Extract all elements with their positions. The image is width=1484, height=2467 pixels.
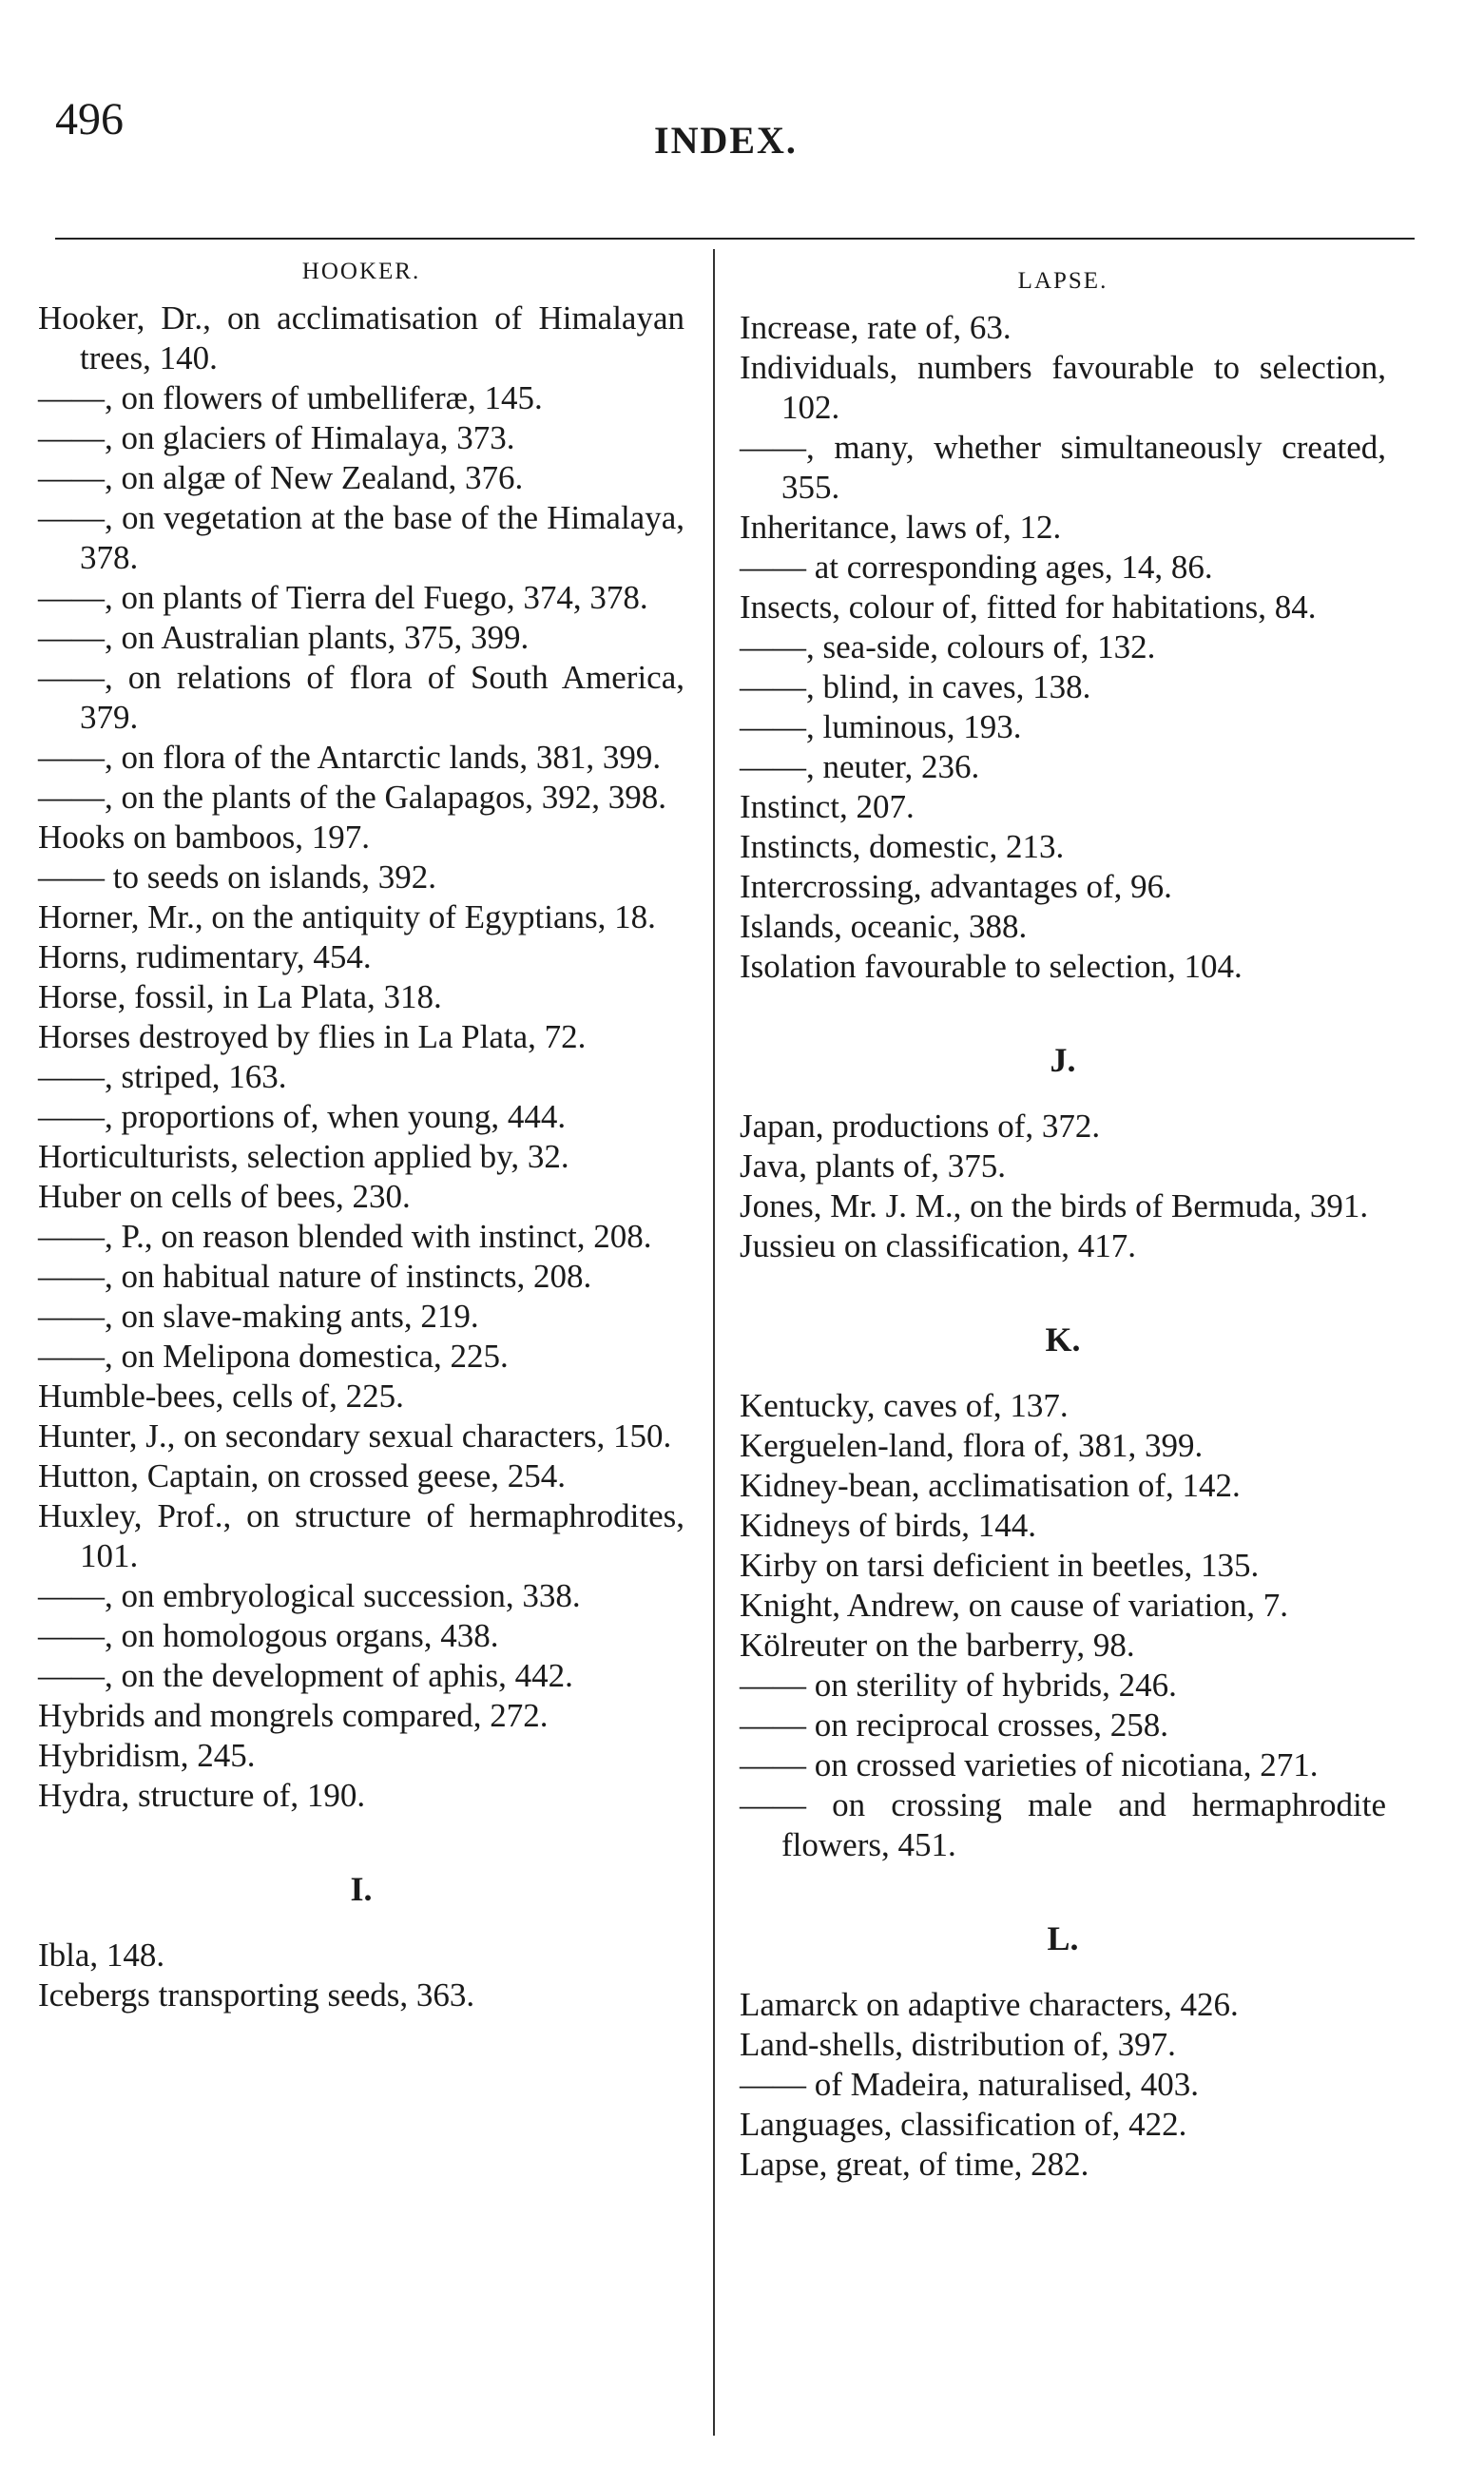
index-entry: Horns, rudimentary, 454. <box>38 938 372 975</box>
index-entry: ——, on the development of aphis, 442. <box>38 1657 573 1694</box>
index-entry: ——, proportions of, when young, 444. <box>38 1098 567 1135</box>
index-entry: Huxley, Prof., on structure of hermaphrodites, 101. <box>38 1497 684 1574</box>
index-entry: Horses destroyed by flies in La Plata, 72. <box>38 1018 587 1055</box>
section-letter-j: J. <box>1050 1041 1076 1079</box>
index-entry: Increase, rate of, 63. <box>740 309 1012 346</box>
index-entry: Kölreuter on the barberry, 98. <box>740 1627 1135 1664</box>
index-entry: ——, striped, 163. <box>38 1058 287 1095</box>
index-entry: Japan, productions of, 372. <box>740 1108 1101 1145</box>
index-entry: Intercrossing, advantages of, 96. <box>740 868 1172 905</box>
index-entry: ——, on vegetation at the base of the Himalaya, 378. <box>38 499 684 576</box>
index-entry: ——, on plants of Tierra del Fuego, 374, 378. <box>38 579 648 616</box>
index-entry: Humble-bees, cells of, 225. <box>38 1378 404 1415</box>
index-entry: Kerguelen-land, flora of, 381, 399. <box>740 1427 1204 1464</box>
left-entries <box>38 299 684 1816</box>
index-entry: Huber on cells of bees, 230. <box>38 1178 411 1215</box>
index-entry: Individuals, numbers favourable to selection, 102. <box>740 349 1386 426</box>
index-entry: Hooker, Dr., on acclimatisation of Himalayan trees, 140. <box>38 299 684 376</box>
index-entry: ——, on slave-making ants, 219. <box>38 1298 479 1335</box>
index-entry: Ibla, 148. <box>38 1937 165 1974</box>
running-title: INDEX. <box>654 119 798 162</box>
index-entry: ——, on glaciers of Himalaya, 373. <box>38 419 515 456</box>
index-entry: Knight, Andrew, on cause of variation, 7. <box>740 1587 1289 1624</box>
index-entry: Horner, Mr., on the antiquity of Egyptians, 18. <box>38 898 656 935</box>
index-entry: —— at corresponding ages, 14, 86. <box>740 549 1213 586</box>
index-entry: ——, many, whether simultaneously created, 355. <box>740 429 1386 506</box>
index-entry: Jussieu on classification, 417. <box>740 1227 1137 1264</box>
index-entry: ——, neuter, 236. <box>740 748 980 785</box>
index-entry: Hooks on bamboos, 197. <box>38 819 371 856</box>
index-entry: ——, on flowers of umbelliferæ, 145. <box>38 379 543 416</box>
index-entry: ——, blind, in caves, 138. <box>740 668 1091 705</box>
index-entry: Lamarck on adaptive characters, 426. <box>740 1986 1239 2023</box>
index-entry: Horse, fossil, in La Plata, 318. <box>38 978 442 1015</box>
index-entry: Horticulturists, selection applied by, 32. <box>38 1138 569 1175</box>
section-letter-l: L. <box>1047 1919 1079 1957</box>
index-entry: —— on sterility of hybrids, 246. <box>740 1667 1177 1704</box>
index-entry: Kidney-bean, acclimatisation of, 142. <box>740 1467 1241 1504</box>
index-entry: ——, on homologous organs, 438. <box>38 1617 499 1654</box>
page-number: 496 <box>55 94 124 145</box>
index-entry: Inheritance, laws of, 12. <box>740 509 1062 546</box>
index-entry: Insects, colour of, fitted for habitations, 84. <box>740 588 1317 626</box>
section-letter-k: K. <box>1045 1320 1081 1359</box>
index-entry: Islands, oceanic, 388. <box>740 908 1028 945</box>
index-entry: ——, P., on reason blended with instinct, 208. <box>38 1218 652 1255</box>
index-entry: Hybrids and mongrels compared, 272. <box>38 1697 549 1734</box>
right-entries-i <box>740 308 1386 987</box>
index-entry: —— on reciprocal crosses, 258. <box>740 1706 1168 1744</box>
index-entry: Java, plants of, 375. <box>740 1147 1006 1185</box>
section-l-entries <box>740 1985 1386 2185</box>
index-entry: Hutton, Captain, on crossed geese, 254. <box>38 1457 567 1494</box>
right-column <box>740 268 1386 2185</box>
index-entry: ——, on relations of flora of South America, 379. <box>38 659 684 736</box>
section-k-entries <box>740 1386 1386 1865</box>
index-entry: ——, on the plants of the Galapagos, 392, 398. <box>38 779 667 816</box>
index-entry: Lapse, great, of time, 282. <box>740 2146 1089 2183</box>
index-entry: Kentucky, caves of, 137. <box>740 1387 1069 1424</box>
index-entry: ——, on habitual nature of instincts, 208. <box>38 1258 592 1295</box>
index-entry: ——, on flora of the Antarctic lands, 381, 399. <box>38 739 662 776</box>
index-entry: Land-shells, distribution of, 397. <box>740 2026 1176 2063</box>
index-entry: Hunter, J., on secondary sexual characters, 150. <box>38 1417 672 1455</box>
index-entry: ——, sea-side, colours of, 132. <box>740 628 1156 665</box>
index-entry: —— to seeds on islands, 392. <box>38 858 437 896</box>
index-entry: Hybridism, 245. <box>38 1737 256 1774</box>
index-entry: Instinct, 207. <box>740 788 915 825</box>
index-entry: —— of Madeira, naturalised, 403. <box>740 2066 1200 2103</box>
index-entry: —— on crossed varieties of nicotiana, 271. <box>740 1746 1319 1783</box>
index-entry: Hydra, structure of, 190. <box>38 1777 366 1814</box>
column-divider <box>713 249 715 2436</box>
index-entry: ——, luminous, 193. <box>740 708 1022 745</box>
right-column-heading: LAPSE. <box>1017 268 1108 294</box>
index-entry: ——, on Australian plants, 375, 399. <box>38 619 530 656</box>
index-entry: Instincts, domestic, 213. <box>740 828 1065 865</box>
section-i-entries <box>38 1936 684 2015</box>
index-entry: ——, on embryological succession, 338. <box>38 1577 581 1614</box>
index-entry: —— on crossing male and hermaphrodite flowers, 451. <box>740 1786 1386 1863</box>
index-entry: Kidneys of birds, 144. <box>740 1507 1037 1544</box>
section-j-entries <box>740 1107 1386 1266</box>
index-entry: Jones, Mr. J. M., on the birds of Bermuda, 391. <box>740 1187 1369 1224</box>
header-rule <box>55 238 1415 240</box>
left-column <box>38 259 684 2015</box>
index-entry: Kirby on tarsi deficient in beetles, 135. <box>740 1547 1260 1584</box>
index-entry: ——, on Melipona domestica, 225. <box>38 1338 509 1375</box>
left-column-heading: HOOKER. <box>301 259 421 284</box>
index-entry: Icebergs transporting seeds, 363. <box>38 1976 475 2014</box>
index-entry: ——, on algæ of New Zealand, 376. <box>38 459 524 496</box>
index-entry: Isolation favourable to selection, 104. <box>740 948 1243 985</box>
section-letter-i: I. <box>350 1870 373 1908</box>
index-entry: Languages, classification of, 422. <box>740 2106 1187 2143</box>
